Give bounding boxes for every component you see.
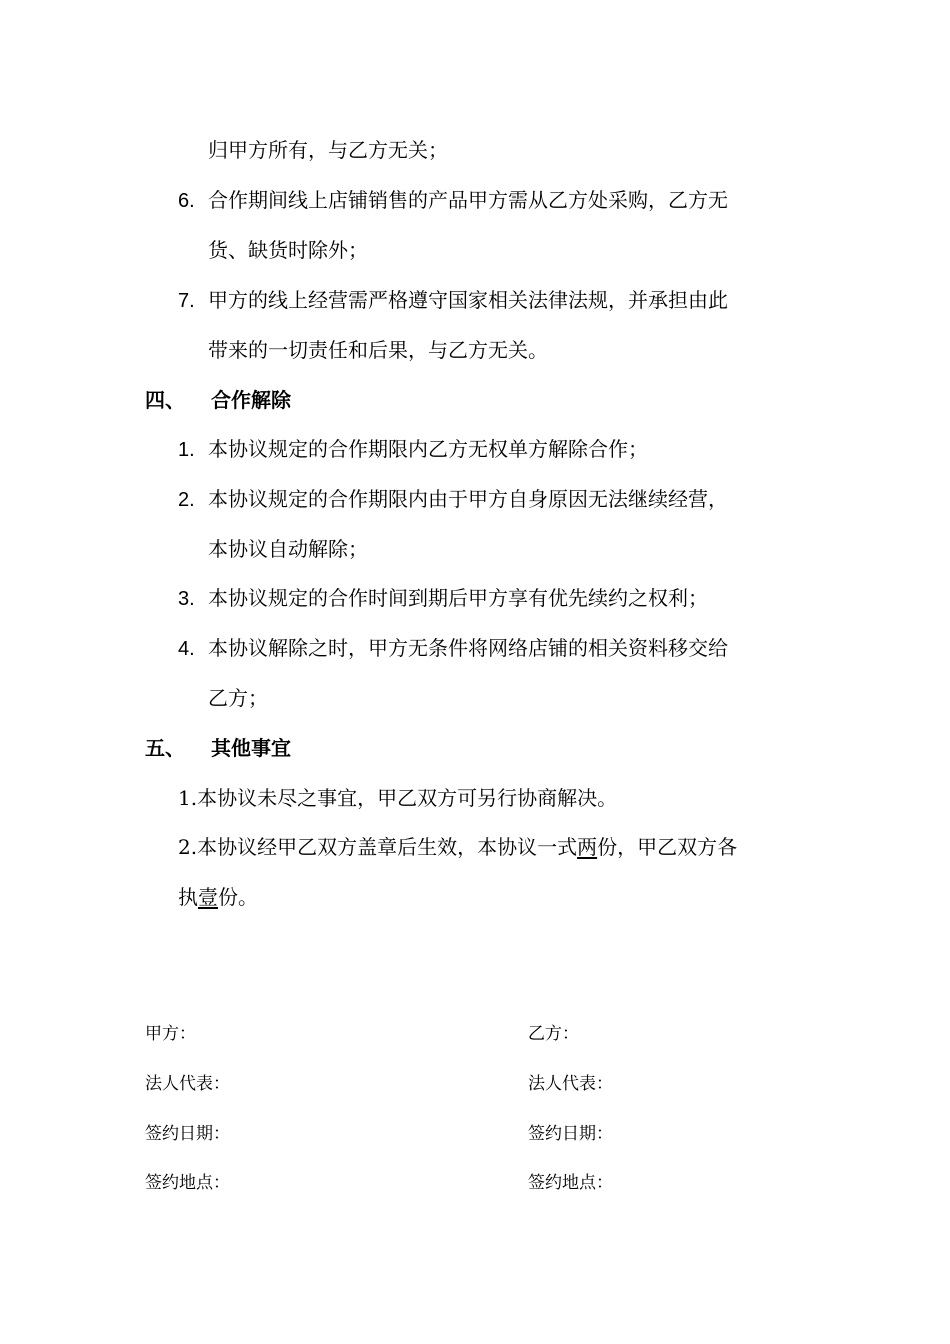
other-matters-clause-2-line2: 执壹份。 bbox=[178, 885, 258, 909]
section-title: 其他事宜 bbox=[211, 736, 291, 760]
party-b-label: 乙方： bbox=[528, 1024, 579, 1044]
section-heading-termination bbox=[145, 386, 291, 414]
party-a-label: 甲方： bbox=[145, 1024, 196, 1044]
other-matters-clause-2-line1: 2.本协议经甲乙双方盖章后生效，本协议一式两份，甲乙双方各 bbox=[178, 835, 738, 859]
party-a-legal-rep: 法人代表： bbox=[145, 1074, 230, 1094]
clause-number: 7. bbox=[178, 290, 195, 312]
copies-each: 壹 bbox=[198, 885, 218, 909]
termination-clause-4-line2: 乙方； bbox=[208, 686, 268, 710]
other-matters-clause-1: 1.本协议未尽之事宜，甲乙双方可另行协商解决。 bbox=[178, 786, 618, 810]
party-b-sign-date: 签约日期： bbox=[528, 1124, 613, 1144]
party-b-legal-rep: 法人代表： bbox=[528, 1074, 613, 1094]
party-a-sign-place: 签约地点： bbox=[145, 1173, 230, 1193]
copies-count: 两 bbox=[577, 835, 598, 859]
party-b-sign-place: 签约地点： bbox=[528, 1173, 613, 1193]
termination-clause-4-line1: 4. 本协议解除之时，甲方无条件将网络店铺的相关资料移交给 bbox=[178, 634, 728, 663]
clause-number: 3. bbox=[178, 588, 195, 610]
clause-6-line2: 货、缺货时除外； bbox=[208, 238, 368, 262]
clause-7-line2: 带来的一切责任和后果，与乙方无关。 bbox=[208, 338, 548, 362]
clause-number: 4. bbox=[178, 638, 195, 660]
section-number: 四、 bbox=[145, 388, 185, 412]
section-heading-other-matters bbox=[145, 734, 291, 762]
clause-5-continuation: 归甲方所有，与乙方无关； bbox=[208, 138, 448, 162]
section-title: 合作解除 bbox=[211, 388, 291, 412]
clause-7-line1: 7. 甲方的线上经营需严格遵守国家相关法律法规，并承担由此 bbox=[178, 286, 728, 315]
termination-clause-1: 1. 本协议规定的合作期限内乙方无权单方解除合作； bbox=[178, 435, 648, 464]
clause-number: 2. bbox=[178, 489, 195, 511]
section-number: 五、 bbox=[145, 736, 185, 760]
termination-clause-2-line1: 2. 本协议规定的合作期限内由于甲方自身原因无法继续经营， bbox=[178, 485, 728, 514]
clause-number: 6. bbox=[178, 190, 195, 212]
clause-6-line1: 6. 合作期间线上店铺销售的产品甲方需从乙方处采购，乙方无 bbox=[178, 186, 728, 215]
termination-clause-2-line2: 本协议自动解除； bbox=[208, 537, 368, 561]
clause-number: 1. bbox=[178, 439, 195, 461]
termination-clause-3: 3. 本协议规定的合作时间到期后甲方享有优先续约之权利； bbox=[178, 584, 708, 613]
party-a-sign-date: 签约日期： bbox=[145, 1124, 230, 1144]
